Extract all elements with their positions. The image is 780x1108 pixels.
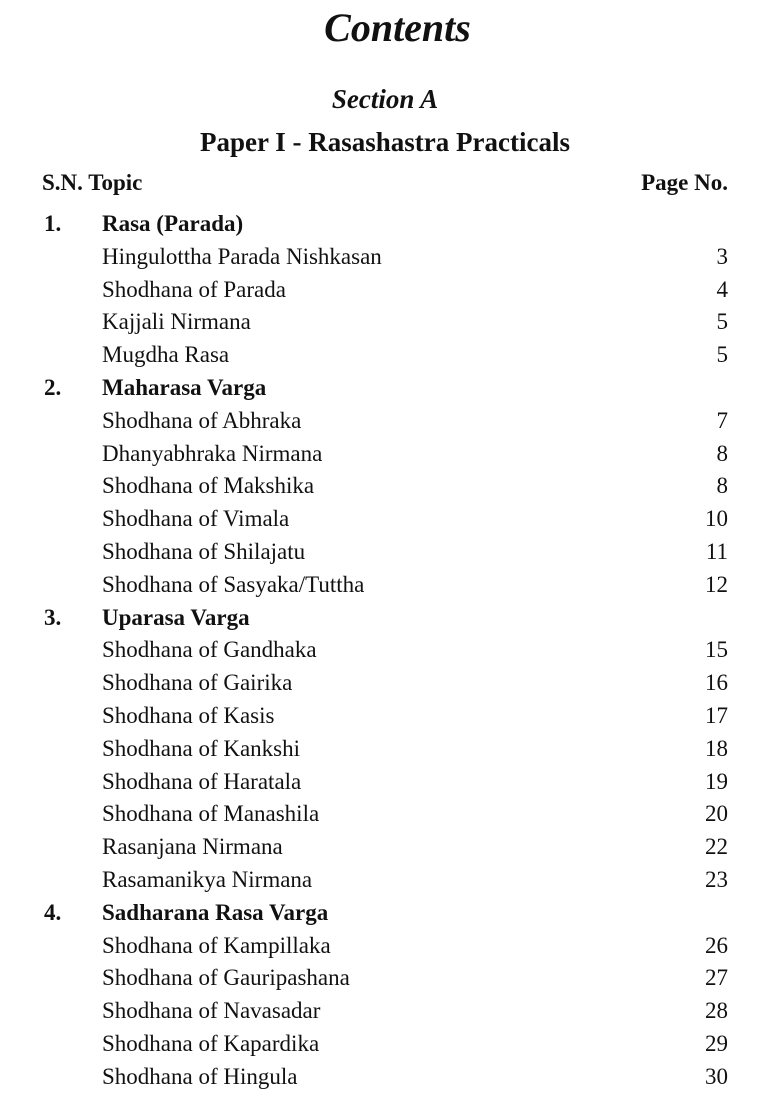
toc-entry-row — [0, 342, 780, 372]
entry-page-number: 10 — [705, 506, 728, 532]
toc-entry-row — [0, 801, 780, 831]
toc-entry-row — [0, 769, 780, 799]
toc-group-row — [0, 605, 780, 635]
entry-topic: Rasamanikya Nirmana — [102, 867, 313, 892]
entry-topic: Shodhana of Shilajatu — [102, 539, 306, 564]
entry-page-number: 15 — [705, 637, 728, 663]
toc-entry-row — [0, 441, 780, 471]
entry-page-number: 28 — [705, 998, 728, 1024]
entry-topic: Kajjali Nirmana — [102, 309, 251, 335]
toc-entry-row — [0, 670, 780, 700]
toc-entry-row — [0, 572, 780, 602]
entry-topic: Shodhana of Kasis — [102, 703, 275, 728]
entry-page-number: 8 — [716, 440, 728, 466]
group-number: 4. — [44, 899, 62, 925]
entry-page-number: 30 — [705, 1063, 728, 1089]
entry-page-number: 18 — [705, 735, 728, 761]
entry-topic: Shodhana of Kampillaka — [102, 932, 331, 958]
entry-topic: Shodhana of Gandhaka — [102, 637, 317, 663]
entry-page-number: 7 — [716, 407, 728, 433]
entry-topic: Rasanjana Nirmana — [102, 834, 283, 860]
toc-group-row — [0, 211, 780, 241]
paper-heading: Paper I - Rasashastra Practicals — [200, 127, 570, 157]
toc-entry-row — [0, 933, 780, 963]
entry-page-number: 5 — [716, 342, 728, 368]
entry-page-number: 3 — [716, 243, 728, 269]
entry-topic: Shodhana of Kankshi — [102, 735, 301, 761]
toc-entry-row — [0, 473, 780, 503]
column-header-topic: S.N. Topic — [42, 170, 143, 195]
toc-entry-row — [0, 539, 780, 569]
toc-entry-row — [0, 998, 780, 1028]
entry-topic: Shodhana of Parada — [102, 276, 286, 302]
toc-group-row — [0, 900, 780, 930]
group-number: 1. — [44, 211, 62, 236]
toc-entry-row — [0, 1031, 780, 1061]
entry-page-number: 22 — [705, 834, 728, 860]
entry-topic: Shodhana of Makshika — [102, 473, 315, 499]
group-number: 3. — [44, 604, 62, 630]
entry-page-number: 26 — [705, 932, 728, 958]
toc-group-row — [0, 375, 780, 405]
entry-topic: Mugdha Rasa — [102, 342, 230, 368]
entry-page-number: 29 — [705, 1031, 728, 1056]
column-header-page: Page No. — [641, 170, 728, 195]
entry-topic: Shodhana of Haratala — [102, 768, 302, 794]
page-title: Contents — [324, 5, 471, 50]
entry-topic: Shodhana of Navasadar — [102, 998, 321, 1024]
group-title: Uparasa Varga — [102, 604, 250, 630]
group-title: Sadharana Rasa Varga — [102, 899, 329, 925]
entry-page-number: 12 — [705, 571, 728, 597]
toc-entry-row — [0, 506, 780, 536]
toc-entry-row — [0, 965, 780, 995]
toc-entry-row — [0, 834, 780, 864]
entry-topic: Hingulottha Parada Nishkasan — [102, 243, 382, 269]
toc-entry-row — [0, 408, 780, 438]
toc-entry-row — [0, 244, 780, 274]
group-title: Maharasa Varga — [102, 375, 267, 400]
group-title: Rasa (Parada) — [102, 211, 244, 236]
entry-topic: Shodhana of Manashila — [102, 801, 320, 827]
entry-page-number: 8 — [716, 473, 728, 499]
entry-topic: Dhanyabhraka Nirmana — [102, 440, 323, 466]
entry-topic: Shodhana of Abhraka — [102, 407, 302, 433]
entry-page-number: 11 — [705, 539, 728, 564]
toc-entry-row — [0, 277, 780, 307]
entry-page-number: 23 — [705, 867, 728, 892]
entry-topic: Shodhana of Vimala — [102, 506, 290, 532]
entry-page-number: 16 — [705, 670, 728, 696]
entry-topic: Shodhana of Sasyaka/Tuttha — [102, 571, 365, 597]
entry-topic: Shodhana of Gairika — [102, 670, 293, 696]
group-number: 2. — [44, 375, 62, 400]
entry-page-number: 20 — [705, 801, 728, 827]
section-heading: Section A — [331, 84, 439, 114]
entry-page-number: 4 — [716, 276, 728, 302]
entry-topic: Shodhana of Kapardika — [102, 1031, 320, 1056]
entry-page-number: 27 — [705, 965, 728, 991]
entry-topic: Shodhana of Gauripashana — [102, 965, 350, 991]
entry-topic: Shodhana of Hingula — [102, 1063, 298, 1089]
toc-entry-row — [0, 309, 780, 339]
toc-entry-row — [0, 637, 780, 667]
toc-entry-row — [0, 736, 780, 766]
entry-page-number: 17 — [705, 703, 728, 728]
toc-entry-row — [0, 703, 780, 733]
toc-entry-row — [0, 867, 780, 897]
entry-page-number: 19 — [705, 768, 728, 794]
toc-entry-row — [0, 1064, 780, 1094]
entry-page-number: 5 — [716, 309, 728, 335]
